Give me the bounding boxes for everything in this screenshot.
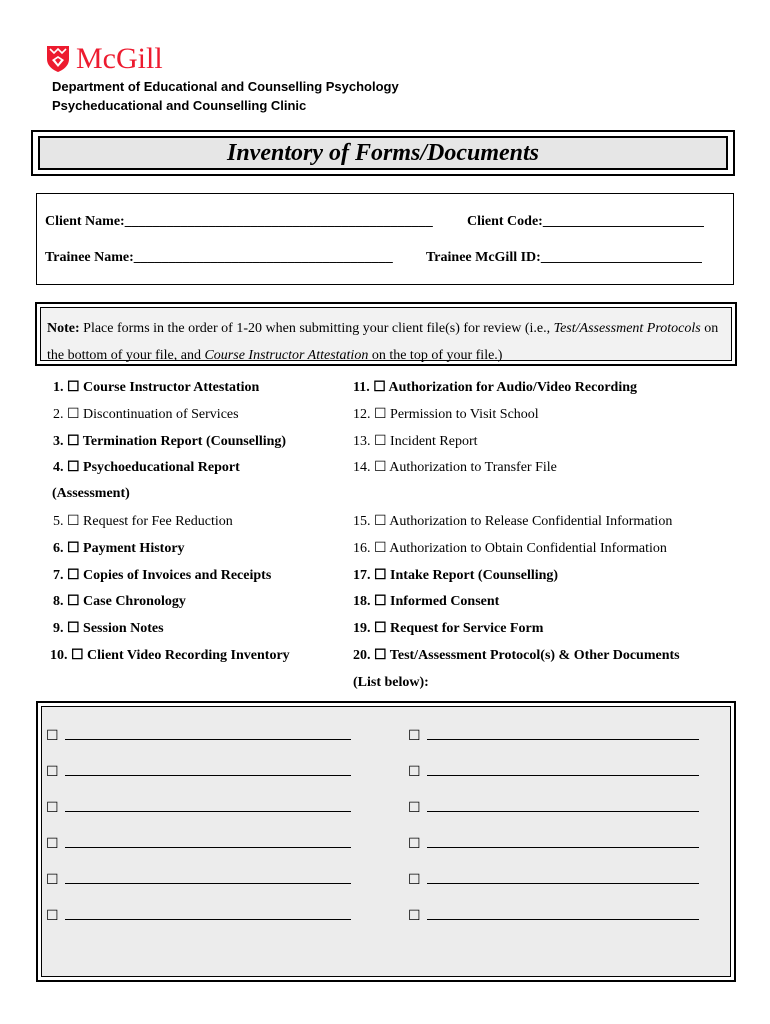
mcgill-shield-icon (46, 45, 70, 73)
blank-entry[interactable] (408, 763, 699, 781)
note-box (35, 302, 737, 366)
blank-entry[interactable] (46, 799, 351, 817)
checkbox-icon[interactable]: ☐ (408, 837, 421, 852)
blank-line[interactable] (427, 799, 699, 812)
item-8[interactable]: 8. ☐ Case Chronology (53, 594, 186, 609)
item-20-continued: (List below): (353, 675, 429, 690)
checkbox-icon[interactable]: ☐ (408, 909, 421, 924)
blank-line[interactable] (427, 907, 699, 920)
blank-line[interactable] (427, 871, 699, 884)
client-name-field[interactable]: Client Name:____________________________________________ (45, 214, 433, 229)
mcgill-wordmark: McGill (76, 42, 163, 75)
checkbox-icon[interactable]: ☐ (46, 765, 59, 780)
title-box (31, 130, 735, 176)
department-header (52, 77, 399, 115)
blank-line[interactable] (65, 763, 351, 776)
checkbox-icon[interactable]: ☐ (46, 873, 59, 888)
blank-entry[interactable] (46, 871, 351, 889)
blank-entry[interactable] (46, 835, 351, 853)
note-text-2: on the bottom of your file, and (47, 321, 719, 363)
item-4-continued: (Assessment) (52, 486, 130, 501)
item-6[interactable]: 6. ☐ Payment History (53, 541, 185, 556)
clinic-name: Psycheducational and Counselling Clinic (52, 98, 307, 113)
other-documents-area (41, 706, 731, 977)
item-18[interactable]: 18. ☐ Informed Consent (353, 594, 500, 609)
department-name: Department of Educational and Counselling Psychology (52, 79, 399, 94)
blank-entry[interactable] (408, 799, 699, 817)
item-16[interactable]: 16. ☐ Authorization to Obtain Confidential Information (353, 541, 667, 556)
note-italic-2: Course Instructor Attestation (204, 348, 369, 363)
item-14[interactable]: 14. ☐ Authorization to Transfer File (353, 460, 557, 475)
item-12[interactable]: 12. ☐ Permission to Visit School (353, 407, 539, 422)
client-info-box (36, 193, 734, 285)
item-19[interactable]: 19. ☐ Request for Service Form (353, 621, 544, 636)
blank-line[interactable] (65, 835, 351, 848)
client-code-field[interactable]: Client Code:_______________________ (467, 214, 704, 229)
item-5[interactable]: 5. ☐ Request for Fee Reduction (53, 514, 233, 529)
blank-line[interactable] (65, 799, 351, 812)
item-3[interactable]: 3. ☐ Termination Report (Counselling) (53, 434, 287, 449)
blank-entry[interactable] (408, 907, 699, 925)
checkbox-icon[interactable]: ☐ (408, 729, 421, 744)
trainee-id-field[interactable]: Trainee McGill ID:_______________________ (426, 250, 702, 265)
checkbox-icon[interactable]: ☐ (46, 729, 59, 744)
checkbox-icon[interactable]: ☐ (408, 765, 421, 780)
item-20[interactable]: 20. ☐ Test/Assessment Protocol(s) & Other Documents (353, 648, 680, 663)
blank-entry[interactable] (408, 835, 699, 853)
page-title: Inventory of Forms/Documents (38, 136, 728, 170)
note-text-3: on the top of your file.) (368, 348, 503, 363)
blank-line[interactable] (65, 871, 351, 884)
blank-line[interactable] (65, 907, 351, 920)
blank-entry[interactable] (408, 727, 699, 745)
blank-line[interactable] (427, 763, 699, 776)
checkbox-icon[interactable]: ☐ (46, 837, 59, 852)
note-text-1: Place forms in the order of 1-20 when submitting your client file(s) for review (i.e., (79, 321, 554, 336)
item-1[interactable]: 1. ☐ Course Instructor Attestation (53, 380, 260, 395)
mcgill-logo (46, 44, 163, 74)
blank-line[interactable] (427, 835, 699, 848)
blank-entry[interactable] (46, 907, 351, 925)
other-documents-box (36, 701, 736, 982)
checkbox-icon[interactable]: ☐ (408, 801, 421, 816)
note-text (40, 307, 732, 361)
trainee-name-field[interactable]: Trainee Name:_____________________________________ (45, 250, 393, 265)
blank-line[interactable] (65, 727, 351, 740)
blank-entry[interactable] (46, 763, 351, 781)
blank-entry[interactable] (46, 727, 351, 745)
item-15[interactable]: 15. ☐ Authorization to Release Confidential Information (353, 514, 673, 529)
note-label: Note: (47, 321, 80, 336)
blank-entry[interactable] (408, 871, 699, 889)
item-17[interactable]: 17. ☐ Intake Report (Counselling) (353, 568, 559, 583)
blank-line[interactable] (427, 727, 699, 740)
item-10[interactable]: 10. ☐ Client Video Recording Inventory (50, 648, 290, 663)
note-italic-1: Test/Assessment Protocols (553, 321, 701, 336)
checkbox-icon[interactable]: ☐ (46, 909, 59, 924)
item-13[interactable]: 13. ☐ Incident Report (353, 434, 478, 449)
item-11[interactable]: 11. ☐ Authorization for Audio/Video Recording (353, 380, 638, 395)
item-9[interactable]: 9. ☐ Session Notes (53, 621, 164, 636)
item-2[interactable]: 2. ☐ Discontinuation of Services (53, 407, 239, 422)
checkbox-icon[interactable]: ☐ (46, 801, 59, 816)
item-4[interactable]: 4. ☐ Psychoeducational Report (53, 460, 240, 475)
item-7[interactable]: 7. ☐ Copies of Invoices and Receipts (53, 568, 272, 583)
checkbox-icon[interactable]: ☐ (408, 873, 421, 888)
